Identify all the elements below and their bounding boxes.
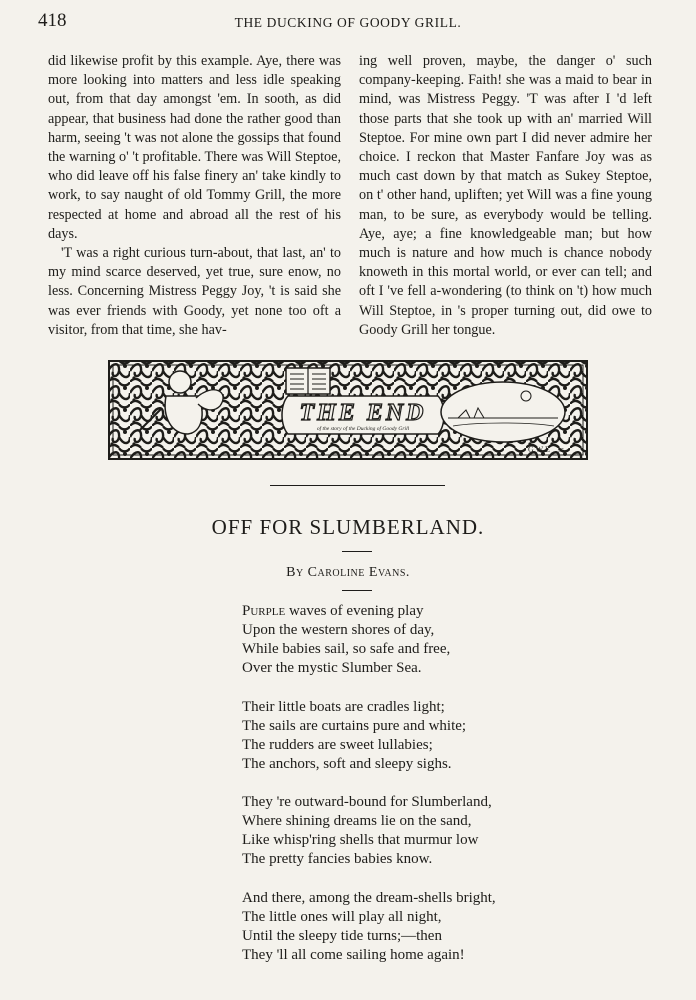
ornament-year: 95 (558, 448, 564, 454)
poem-title: OFF FOR SLUMBERLAND. (211, 515, 485, 539)
poem-line: And there, among the dream-shells bright, (242, 889, 496, 906)
byline-rule (342, 590, 372, 591)
section-divider (270, 485, 445, 486)
poem-line: Until the sleepy tide turns;—then (242, 927, 442, 944)
poem-line: Like whisp'ring shells that murmur low (242, 832, 479, 848)
poem-line: The rudders are sweet lullabies; (242, 736, 433, 753)
tailpiece-ornament (108, 360, 588, 460)
poem-byline: By Caroline Evans. (286, 565, 410, 580)
artist-monogram: G W E (528, 445, 550, 454)
poem-line: Where shining dreams lie on the sand, (242, 813, 472, 829)
right-column (359, 52, 652, 342)
open-book-emblem (286, 368, 330, 394)
the-end-subtitle: of the story of the Ducking of Goody Grill (316, 426, 410, 432)
poem-line: The sails are curtains pure and white; (242, 717, 467, 734)
story-columns (48, 52, 652, 342)
poem-line: The pretty fancies babies know. (242, 851, 433, 867)
paragraph: did likewise profit by this example. Aye, there was more looking into matters and less idle speaking out, from that day amongst 'em. In sooth, as did appear, that business had done the rather good than harm, seeing 't was not alone the gossips that found the warning o' 't profitable. There was Will Steptoe, who did leave off his false finery an' take kindly to work, to say naught of old Tommy Grill, the more respected at home and abroad all the rest of his days. (48, 53, 341, 242)
poem-line: Over the mystic Slumber Sea. (242, 660, 422, 676)
running-head: THE DUCKING OF GOODY GRILL. (234, 15, 462, 30)
left-column (48, 52, 341, 342)
poem-line: They 're outward-bound for Slumberland, (242, 794, 492, 810)
stanza (242, 793, 496, 869)
stanza (242, 889, 496, 965)
poem-line: Their little boats are cradles light; (242, 698, 445, 715)
title-rule (342, 551, 372, 552)
stanza (242, 602, 496, 678)
poem-line: While babies sail, so safe and free, (242, 641, 451, 657)
paragraph: ing well proven, maybe, the danger o' such company-keeping. Faith! she was a maid to bear in mind, was Mistress Peggy. 'T was after I 'd left those parts that she took up with an' married Will Steptoe. For mine own part I did never admire her choice. I reckon that Master Fanfare Joy was as much cast down by that match as Sukey Steptoe, on t' other hand, upliften; yet Will was a fine young man, to be sure, as everybody would be telling. Aye, aye; a fine knowledgeable man; but how much is nature and how much is chance nobody knoweth in this mortal world, or ever can tell; and oft I 've fell a-wondering (to think on 't) how much Will Steptoe, in 's proper turning out, did owe to Goody Grill her tongue. (359, 53, 652, 338)
poem-line: Purple waves of evening play (242, 603, 424, 619)
poem-line: They 'll all come sailing home again! (242, 946, 465, 963)
seaside-vignette (441, 382, 565, 442)
the-end-banner (282, 396, 444, 434)
stanza (242, 698, 496, 774)
the-end-text: THE END (299, 400, 427, 426)
poem-body (242, 602, 496, 984)
opening-word: Purple (242, 603, 286, 619)
poem-line: The anchors, soft and sleepy sighs. (242, 755, 452, 772)
page-number: 418 (38, 10, 67, 31)
poem-line: Upon the western shores of day, (242, 622, 435, 638)
poem-line: The little ones will play all night, (242, 908, 442, 925)
paragraph: 'T was a right curious turn-about, that last, an' to my mind scarce deserved, yet true, sure enow, no less. Concerning Mistress Peggy Joy, 't is said she was ever friends with Goody, yet none too oft a visitor, from that time, she hav- (48, 245, 341, 338)
